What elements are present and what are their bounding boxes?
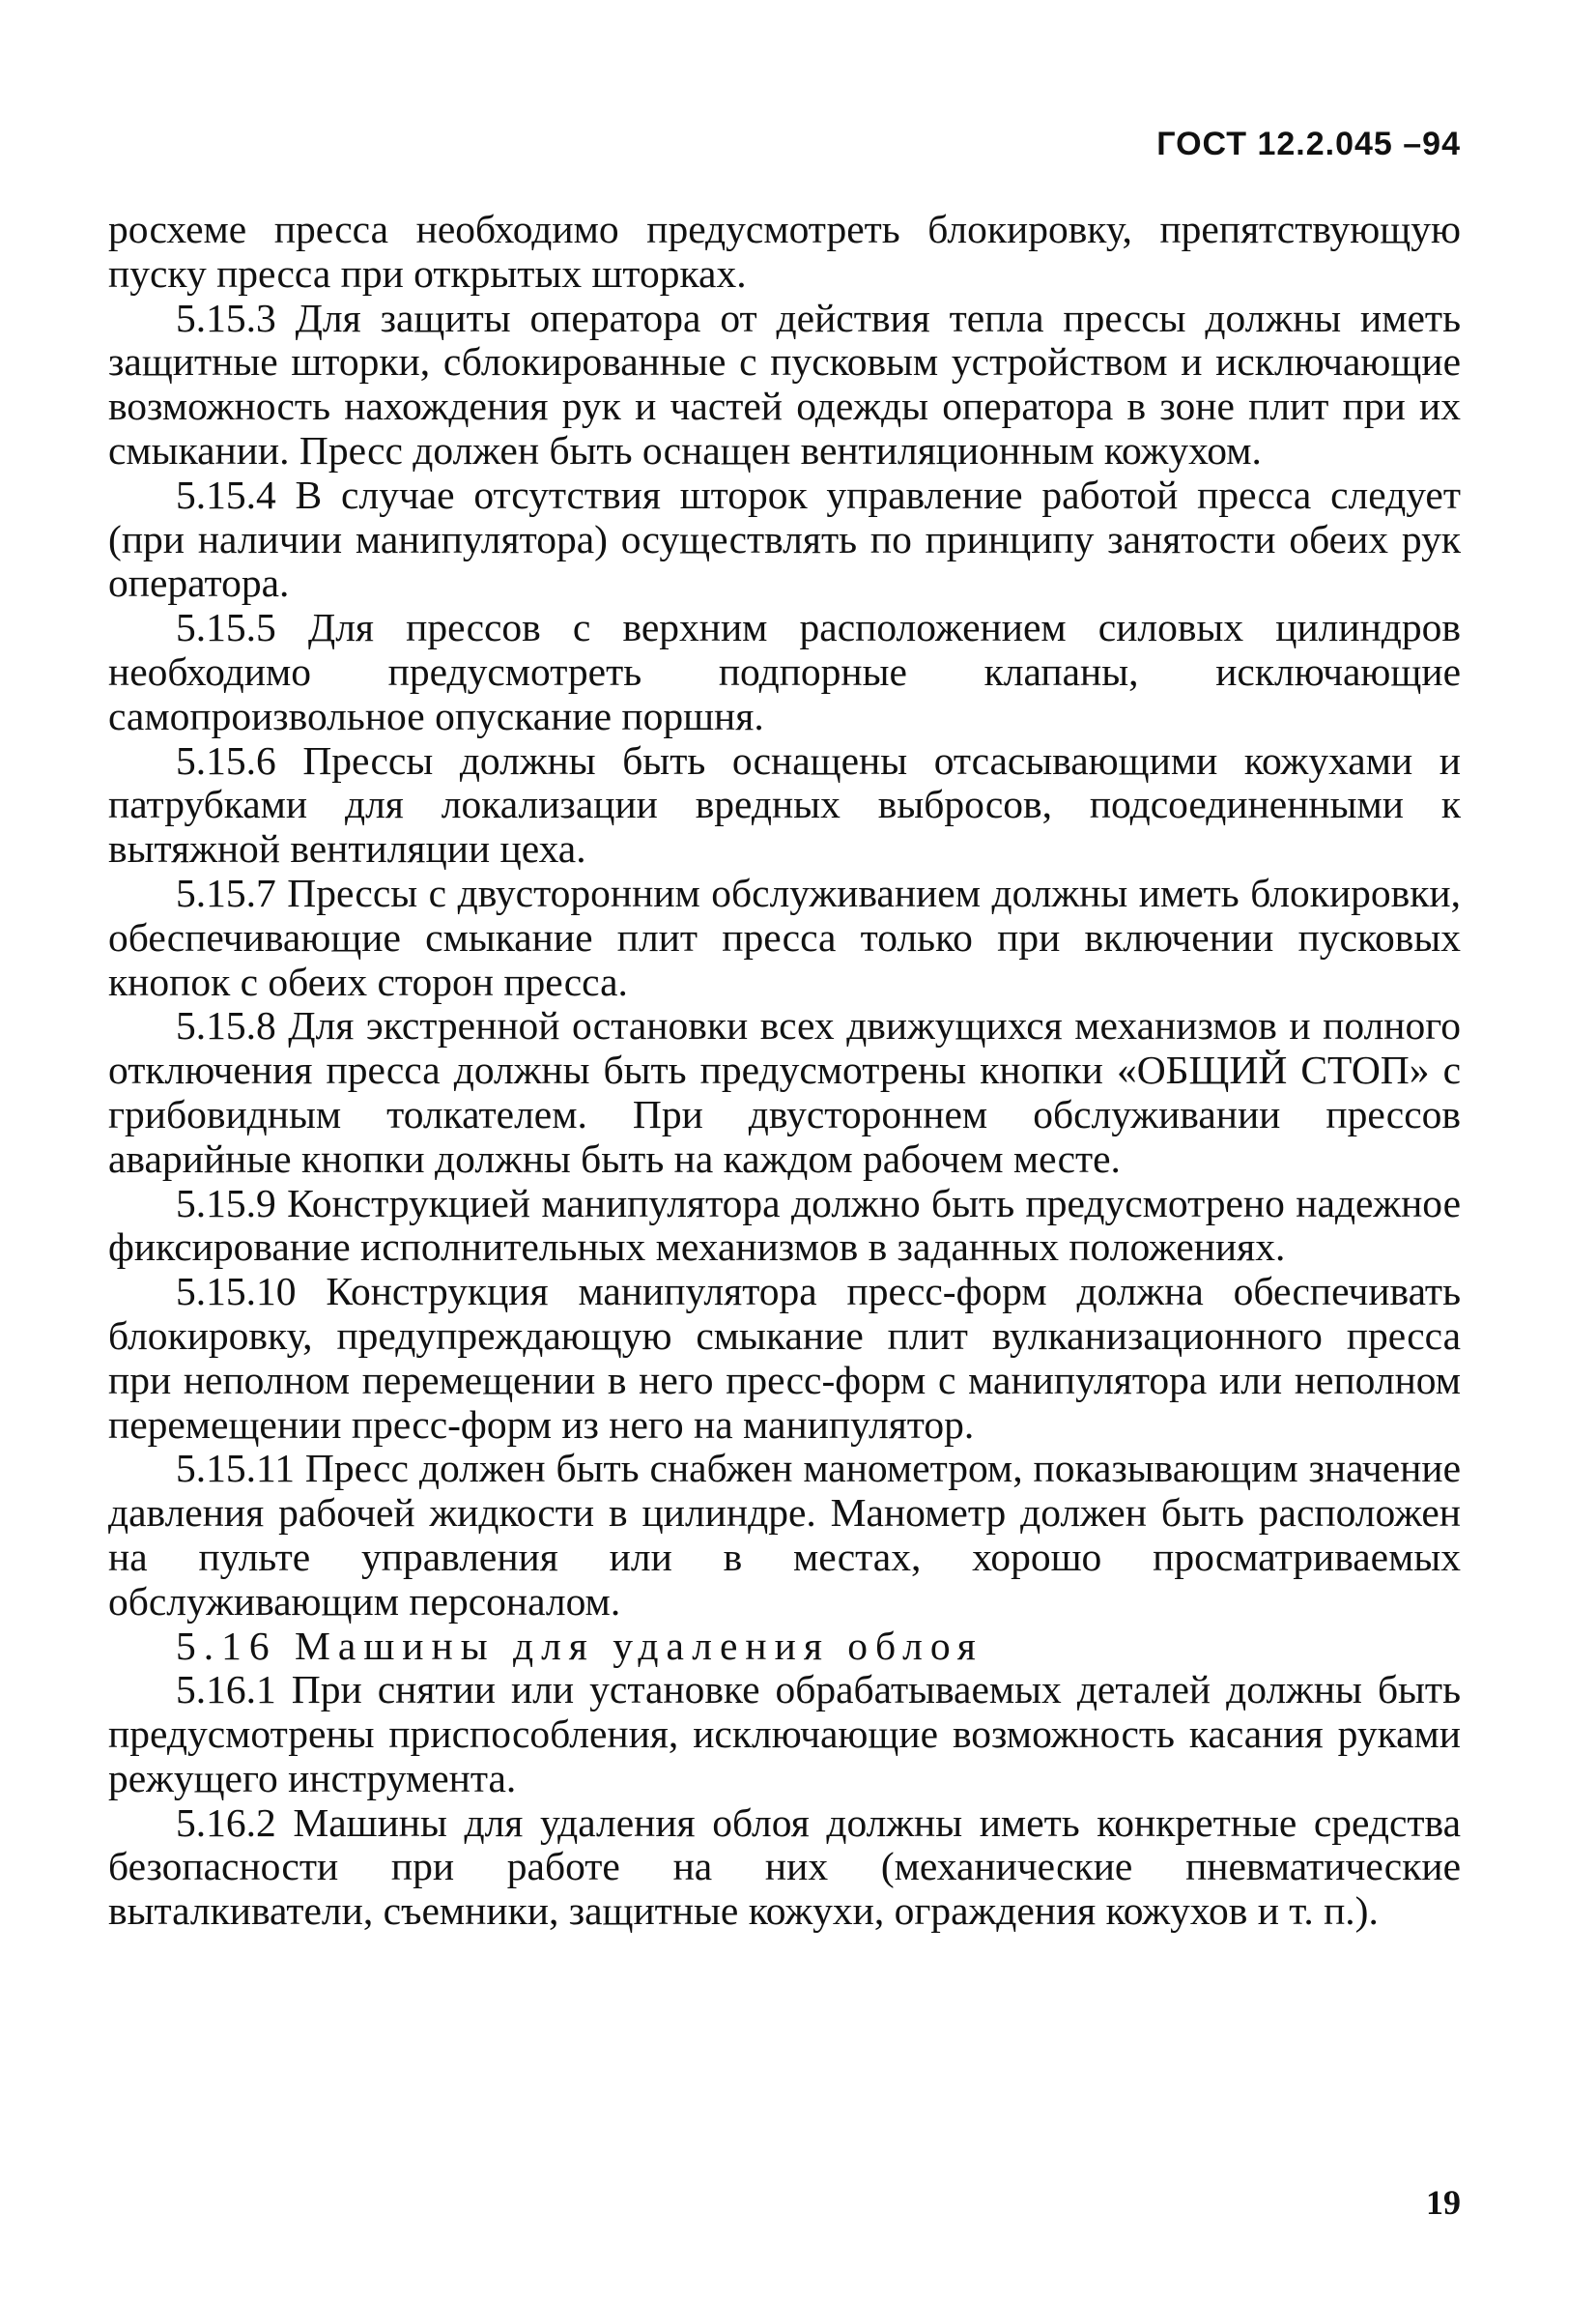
document-code-header: ГОСТ 12.2.045 –94 [1156,126,1461,162]
paragraph-5-15-10: 5.15.10 Конструкция манипулятора пресс-форм должна обеспечивать блокировку, предупреждающую смыкание плит вулканизационного пресса при неполном перемещении в него пресс-форм с манипулятора или неполном перемещении пресс-форм из него на манипулятор. [108,1269,1461,1447]
paragraph-5-15-11: 5.15.11 Пресс должен быть снабжен манометром, показывающим значение давления рабочей жидкости в цилиндре. Манометр должен быть расположен на пульте управления или в местах, хорошо просматриваемых обслуживающим персоналом. [108,1446,1461,1624]
document-page [108,126,1461,2223]
paragraph-5-15-5: 5.15.5 Для прессов с верхним расположением силовых цилиндров необходимо предусмотреть подпорные клапаны, исключающие самопроизвольное опускание поршня. [108,605,1461,738]
paragraph-5-15-9: 5.15.9 Конструкцией манипулятора должно быть предусмотрено надежное фиксирование исполнительных механизмов в заданных положениях. [108,1180,1461,1270]
paragraph-5-16-2: 5.16.2 Машины для удаления облоя должны иметь конкретные средства безопасности при работе на них (механические пневматические выталкиватели, съемники, защитные кожухи, ограждения кожухов и т. п.). [108,1799,1461,1934]
paragraph-5-15-3: 5.15.3 Для защиты оператора от действия тепла прессы должны иметь защитные шторки, сблокированные с пусковым устройством и исключающие возможность нахождения рук и частей одежды оператора в зоне плит при их смыкании. Пресс должен быть оснащен вентиляционным кожухом. [108,295,1461,473]
paragraph-5-15-8: 5.15.8 Для экстренной остановки всех движущихся механизмов и полного отключения пресса должны быть предусмотрены кнопки «ОБЩИЙ СТОП» с грибовидным толкателем. При двустороннем обслуживании прессов аварийные кнопки должны быть на каждом рабочем месте. [108,1003,1461,1181]
paragraph-5-15-6: 5.15.6 Прессы должны быть оснащены отсасывающими кожухами и патрубками для локализации вредных выбросов, подсоединенными к вытяжной вентиляции цеха. [108,737,1461,872]
section-heading-5-16: 5.16 Машины для удаления облоя [176,1623,983,1668]
paragraph-5-16-1: 5.16.1 При снятии или установке обрабатываемых деталей должны быть предусмотрены приспособления, исключающие возможность касания руками режущего инструмента. [108,1667,1461,1800]
paragraph-5-15-7: 5.15.7 Прессы с двусторонним обслуживанием должны иметь блокировки, обеспечивающие смыкание плит пресса только при включении пусковых кнопок с обеих сторон пресса. [108,870,1461,1004]
page-number: 19 [1426,2183,1461,2222]
paragraph-5-15-4: 5.15.4 В случае отсутствия шторок управление работой пресса следует (при наличии манипулятора) осуществлять по принципу занятости обеих рук оператора. [108,472,1461,606]
document-body [108,208,1461,1934]
paragraph-continuation: росхеме пресса необходимо предусмотреть блокировку, препятствующую пуску пресса при открытых шторках. [108,207,1461,296]
